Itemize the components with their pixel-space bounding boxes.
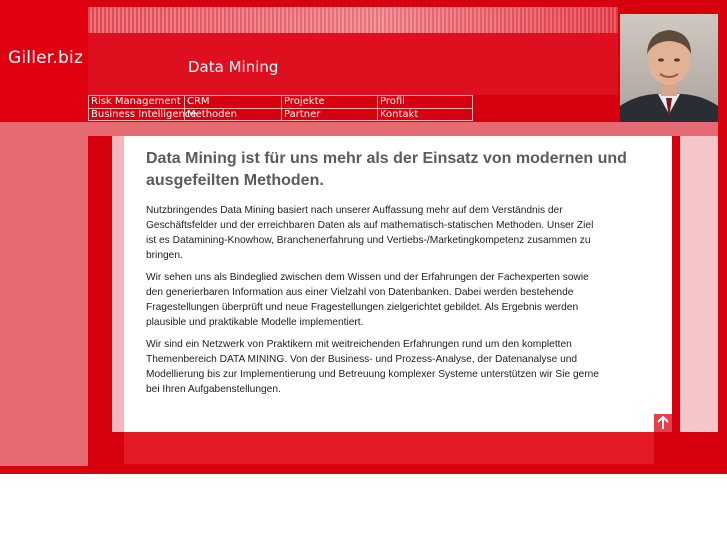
nav-business-intelligence[interactable]: Business Intelligence: [91, 109, 197, 120]
nav-profil[interactable]: Profil: [380, 96, 405, 107]
content-left-border: [112, 136, 124, 432]
right-column: [680, 136, 718, 432]
header-stripe-overlay: [88, 7, 618, 33]
bottom-inner-band: [124, 432, 654, 464]
nav-crm[interactable]: CRM: [185, 96, 282, 108]
nav-kontakt[interactable]: Kontakt: [378, 108, 472, 120]
content-right-border: [672, 136, 680, 432]
header-divider-band: [0, 122, 727, 136]
page-title: Data Mining: [188, 58, 279, 76]
left-red-strip: [88, 136, 112, 466]
nav-projekte[interactable]: Projekte: [282, 96, 378, 108]
arrow-up-icon: [654, 414, 672, 432]
header-title-panel: [88, 33, 618, 95]
scroll-top-button[interactable]: [654, 414, 672, 432]
nav-methoden[interactable]: Methoden: [185, 108, 282, 120]
paragraph-2: Wir sehen uns als Bindeglied zwischen dem Wissen und der Erfahrungen der Fachexperten sowie den generierbaren Information aus einer Vielzahl von Datenbanken. Dabei werden bestehende Fragestellungen überprüft und neue Fragestellungen zielgerichtet gebildet. Als Ergebnis werden plausible und praktikable Modelle implementiert.: [146, 272, 589, 328]
main-navigation: [88, 95, 473, 121]
right-edge-strip: [718, 122, 727, 466]
footer-line: [0, 466, 727, 474]
site-logo[interactable]: Giller.biz: [8, 48, 84, 68]
paragraph-3: Wir sind ein Netzwerk von Praktikern mit weitreichenden Erfahrungen rund um den kompletten Themenbereich DATA MINING. Von der Business- und Prozess-Analyse, der Datenanalyse und Modellierung bis zur Implementierung und Betreuung komplexer Systeme unterstützen wir Sie gerne bei Ihren Aufgabenstellungen.: [146, 339, 600, 395]
left-column: [0, 136, 88, 466]
nav-partner[interactable]: Partner: [282, 108, 378, 120]
content-heading: Data Mining ist für uns mehr als der Einsatz von modernen und ausgefeilten Methoden.: [146, 150, 627, 189]
nav-risk-management[interactable]: Risk Management: [89, 96, 185, 108]
paragraph-1: Nutzbringendes Data Mining basiert nach unserer Auffassung mehr auf dem Verständnis der Geschäftsfelder und der erreichbaren Daten als auf mathematisch-statischen Methoden. Unser Ziel ist es Datamining-Knowhow, Branchenerfahrung und Vertiebs-/Marketingkompetenz zusammen zu bringen.: [146, 205, 594, 261]
portrait-photo: [620, 14, 718, 122]
